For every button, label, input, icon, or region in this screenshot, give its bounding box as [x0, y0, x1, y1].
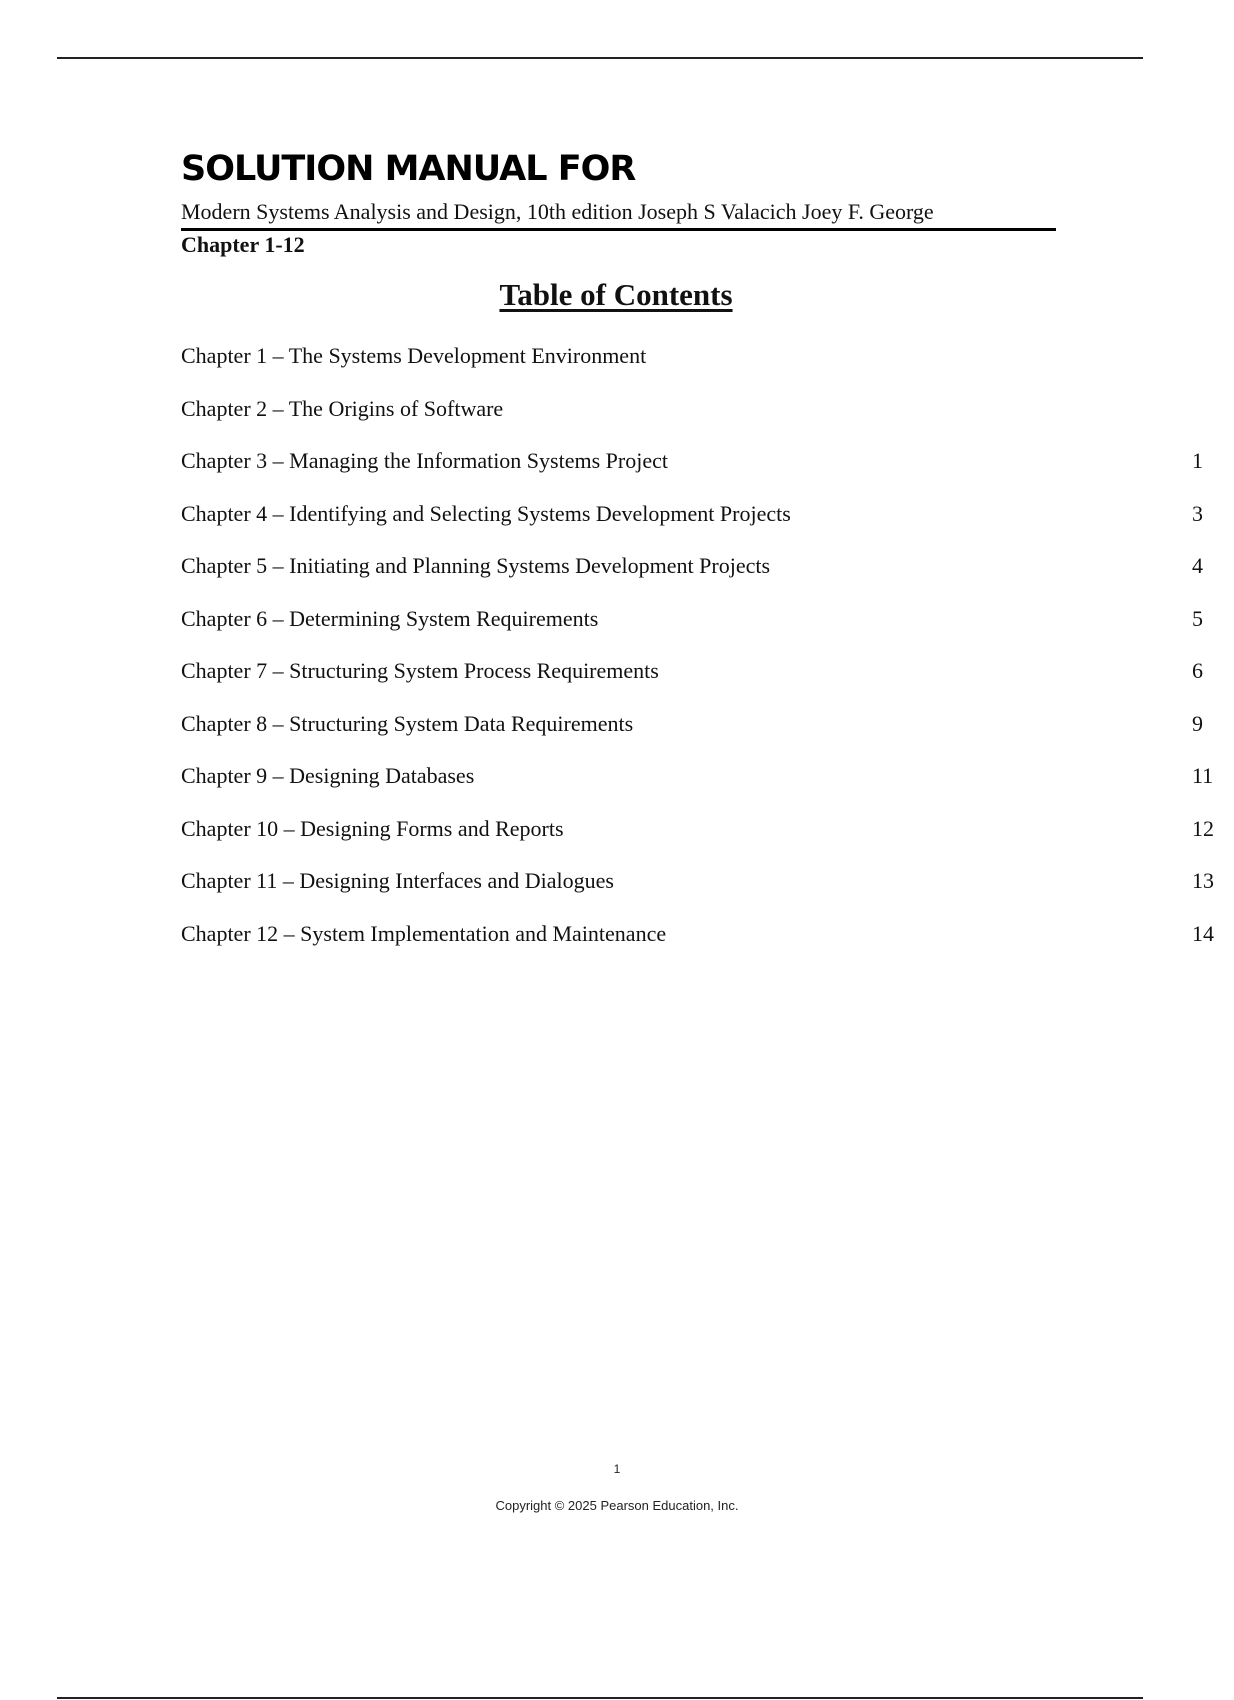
toc-entry-page: 13 — [1192, 868, 1214, 893]
toc-entry-label: Chapter 4 – Identifying and Selecting Systems Development Projects — [181, 500, 791, 526]
toc-entry — [181, 444, 1203, 497]
chapter-range: Chapter 1-12 — [181, 232, 305, 257]
toc-entry-label: Chapter 6 – Determining System Requirements — [181, 605, 599, 631]
toc-entry-page: 11 — [1192, 763, 1214, 788]
toc-entry-label: Chapter 11 – Designing Interfaces and Dialogues — [181, 868, 614, 893]
toc-heading — [0, 276, 1232, 314]
toc-entry-page: 9 — [1192, 710, 1203, 736]
copyright-notice: Copyright © 2025 Pearson Education, Inc. — [495, 1498, 739, 1513]
toc-entry-label: Chapter 8 – Structuring System Data Requirements — [181, 710, 634, 736]
toc-entry-label: Chapter 3 – Managing the Information Systems Project — [181, 448, 668, 473]
toc-entry-page: 14 — [1192, 920, 1214, 946]
toc-entry-page: 12 — [1192, 815, 1214, 841]
toc-entry-label: Chapter 9 – Designing Databases — [181, 763, 475, 788]
toc-entry-page: 6 — [1192, 658, 1203, 683]
document-subtitle: Modern Systems Analysis and Design, 10th edition Joseph S Valacich Joey F. George — [181, 198, 1056, 231]
toc-entry — [181, 864, 1214, 917]
page-number: 1 — [613, 1462, 621, 1476]
bottom-rule — [57, 1697, 1143, 1699]
toc-entry-label: Chapter 1 – The Systems Development Environment — [181, 343, 647, 368]
toc-entry — [181, 917, 1214, 970]
toc-entry — [181, 759, 1214, 812]
toc-entry-label: Chapter 7 – Structuring System Process Requirements — [181, 658, 659, 683]
top-rule — [57, 57, 1143, 59]
toc-entry — [181, 339, 1200, 392]
toc-entry-page: 3 — [1192, 500, 1203, 526]
toc-entry — [181, 812, 1214, 865]
toc-entry — [181, 602, 1203, 655]
toc-entry-page: 1 — [1192, 448, 1203, 473]
toc-entry-label: Chapter 12 – System Implementation and Maintenance — [181, 920, 667, 946]
toc-entry-label: Chapter 10 – Designing Forms and Reports — [181, 815, 564, 841]
toc-entry — [181, 392, 1200, 445]
toc-entry — [181, 707, 1203, 760]
toc-entry-page: 4 — [1192, 553, 1203, 578]
toc-entry-page: 5 — [1192, 605, 1203, 631]
toc-entry — [181, 497, 1203, 550]
toc-list — [181, 339, 1214, 969]
toc-heading-text: Table of Contents — [499, 277, 733, 312]
document-title: SOLUTION MANUAL FOR — [181, 149, 636, 189]
toc-entry — [181, 654, 1203, 707]
toc-entry-label: Chapter 5 – Initiating and Planning Systems Development Projects — [181, 553, 771, 578]
toc-entry — [181, 549, 1203, 602]
toc-entry-label: Chapter 2 – The Origins of Software — [181, 395, 504, 421]
